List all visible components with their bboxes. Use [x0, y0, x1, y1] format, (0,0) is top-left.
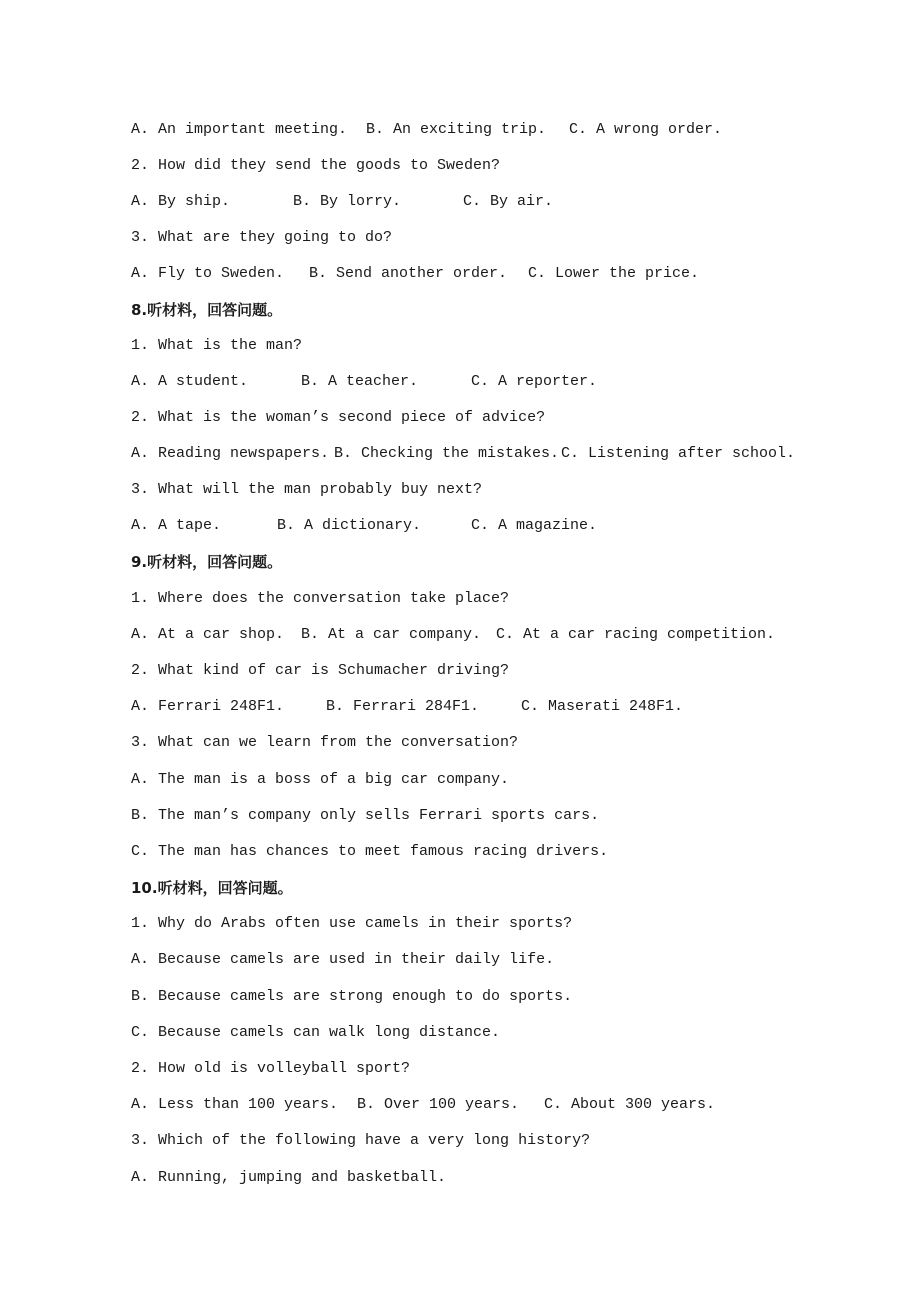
option-b: B. A dictionary. — [277, 517, 422, 534]
option-c: C. By air. — [463, 193, 554, 210]
q8-2-options — [131, 444, 796, 464]
option-a: A. Reading newspapers. — [131, 445, 330, 462]
option-b: B. An exciting trip. — [366, 121, 547, 138]
q7-3-question: 3. What are they going to do? — [131, 229, 393, 246]
option-a: A. Less than 100 years. — [131, 1096, 339, 1113]
option-c: C. A wrong order. — [569, 121, 723, 138]
option-c: C. At a car racing competition. — [496, 626, 776, 643]
q10-2-question: 2. How old is volleyball sport? — [131, 1060, 411, 1077]
q8-3-options — [131, 516, 598, 536]
q10-1-option-a: A. Because camels are used in their daily life. — [131, 951, 555, 968]
option-a: A. By ship. — [131, 193, 231, 210]
option-a: A. A student. — [131, 373, 249, 390]
option-b: B. By lorry. — [293, 193, 402, 210]
q9-3-option-b: B. The man’s company only sells Ferrari sports cars. — [131, 807, 600, 824]
q7-2-options — [131, 192, 554, 212]
option-a: A. A tape. — [131, 517, 222, 534]
q9-heading: 9.听材料，回答问题。 — [131, 553, 283, 571]
q7-1-options — [131, 120, 723, 140]
q10-3-option-a: A. Running, jumping and basketball. — [131, 1169, 447, 1186]
q8-heading: 8.听材料，回答问题。 — [131, 301, 283, 319]
option-b: B. At a car company. — [301, 626, 482, 643]
q9-2-options — [131, 697, 684, 717]
option-c: C. Listening after school. — [561, 445, 796, 462]
q9-3-question: 3. What can we learn from the conversation? — [131, 734, 519, 751]
q7-3-options — [131, 264, 700, 284]
q10-2-options — [131, 1095, 716, 1115]
q9-2-question: 2. What kind of car is Schumacher driving? — [131, 662, 510, 679]
option-b: B. Ferrari 284F1. — [326, 698, 480, 715]
option-a: A. Ferrari 248F1. — [131, 698, 285, 715]
q10-1-question: 1. Why do Arabs often use camels in their sports? — [131, 915, 573, 932]
q8-1-options — [131, 372, 598, 392]
option-b: B. Checking the mistakes. — [334, 445, 560, 462]
option-c: C. Maserati 248F1. — [521, 698, 684, 715]
q8-3-question: 3. What will the man probably buy next? — [131, 481, 483, 498]
q9-3-option-a: A. The man is a boss of a big car company. — [131, 771, 510, 788]
option-c: C. A reporter. — [471, 373, 598, 390]
option-a: A. At a car shop. — [131, 626, 285, 643]
q10-1-option-b: B. Because camels are strong enough to do sports. — [131, 988, 573, 1005]
option-c: C. A magazine. — [471, 517, 598, 534]
option-a: A. An important meeting. — [131, 121, 348, 138]
q9-1-question: 1. Where does the conversation take place? — [131, 590, 510, 607]
q10-3-question: 3. Which of the following have a very long history? — [131, 1132, 591, 1149]
q8-2-question: 2. What is the woman’s second piece of advice? — [131, 409, 546, 426]
option-b: B. Send another order. — [309, 265, 508, 282]
q8-1-question: 1. What is the man? — [131, 337, 303, 354]
option-b: B. Over 100 years. — [357, 1096, 520, 1113]
option-a: A. Fly to Sweden. — [131, 265, 285, 282]
q10-heading: 10.听材料，回答问题。 — [131, 879, 293, 897]
option-c: C. About 300 years. — [544, 1096, 716, 1113]
q9-1-options — [131, 625, 776, 645]
q7-2-question: 2. How did they send the goods to Sweden? — [131, 157, 501, 174]
q10-1-option-c: C. Because camels can walk long distance. — [131, 1024, 501, 1041]
option-c: C. Lower the price. — [528, 265, 700, 282]
q9-3-option-c: C. The man has chances to meet famous racing drivers. — [131, 843, 609, 860]
option-b: B. A teacher. — [301, 373, 419, 390]
